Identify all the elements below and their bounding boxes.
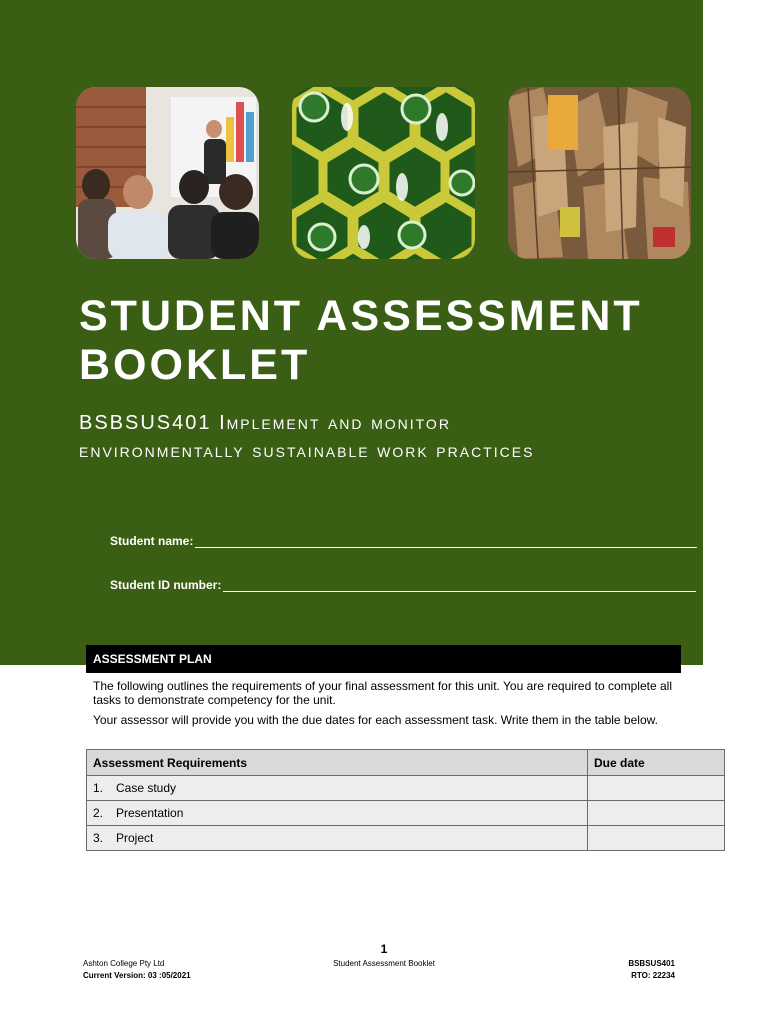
student-id-line[interactable] — [223, 580, 696, 592]
classroom-presentation-photo — [76, 87, 259, 259]
plan-paragraph-2: Your assessor will provide you with the due dates for each assessment task. Write them in the table below. — [93, 713, 658, 727]
due-date-cell[interactable] — [588, 776, 725, 801]
requirement-cell — [87, 801, 588, 826]
header-requirements: Assessment Requirements — [87, 750, 588, 776]
page-number: 1 — [380, 942, 388, 956]
footer-doc-title: Student Assessment Booklet — [333, 959, 435, 968]
footer-rto: RTO: 22234 — [631, 971, 675, 980]
assessment-requirements-table — [86, 749, 725, 851]
table-row — [87, 801, 725, 826]
student-id-label: Student ID number: — [110, 578, 222, 592]
recycled-cardboard-photo — [508, 87, 691, 259]
requirement-cell — [87, 776, 588, 801]
footer-unit-code: BSBSUS401 — [628, 959, 675, 968]
row-number: 2. — [93, 806, 104, 820]
student-name-line[interactable] — [195, 536, 697, 548]
row-number: 1. — [93, 781, 104, 795]
student-name-field — [110, 534, 697, 548]
header-due-date: Due date — [588, 750, 725, 776]
footer-org: Ashton College Pty Ltd — [83, 959, 165, 968]
assessment-plan-heading: ASSESSMENT PLAN — [86, 645, 681, 673]
due-date-cell[interactable] — [588, 826, 725, 851]
row-number: 3. — [93, 831, 104, 845]
footer-version: Current Version: 03 :05/2021 — [83, 971, 191, 980]
booklet-title: STUDENT ASSESSMENT BOOKLET — [79, 292, 643, 389]
table-header-row — [87, 750, 725, 776]
green-glass-bottles-photo — [292, 87, 475, 259]
table-row — [87, 826, 725, 851]
student-name-label: Student name: — [110, 534, 194, 548]
student-id-field — [110, 578, 696, 592]
requirement-name: Project — [116, 831, 154, 845]
requirement-name: Presentation — [116, 806, 184, 820]
plan-paragraph-1: The following outlines the requirements of your final assessment for this unit. You are required to complete all tasks to demonstrate competency for the unit. — [93, 679, 672, 707]
footer-right — [600, 958, 675, 982]
table-row — [87, 776, 725, 801]
requirement-cell — [87, 826, 588, 851]
due-date-cell[interactable] — [588, 801, 725, 826]
requirement-name: Case study — [116, 781, 177, 795]
unit-subtitle: BSBSUS401 Implement and monitor environmentally sustainable work practices — [79, 412, 535, 462]
